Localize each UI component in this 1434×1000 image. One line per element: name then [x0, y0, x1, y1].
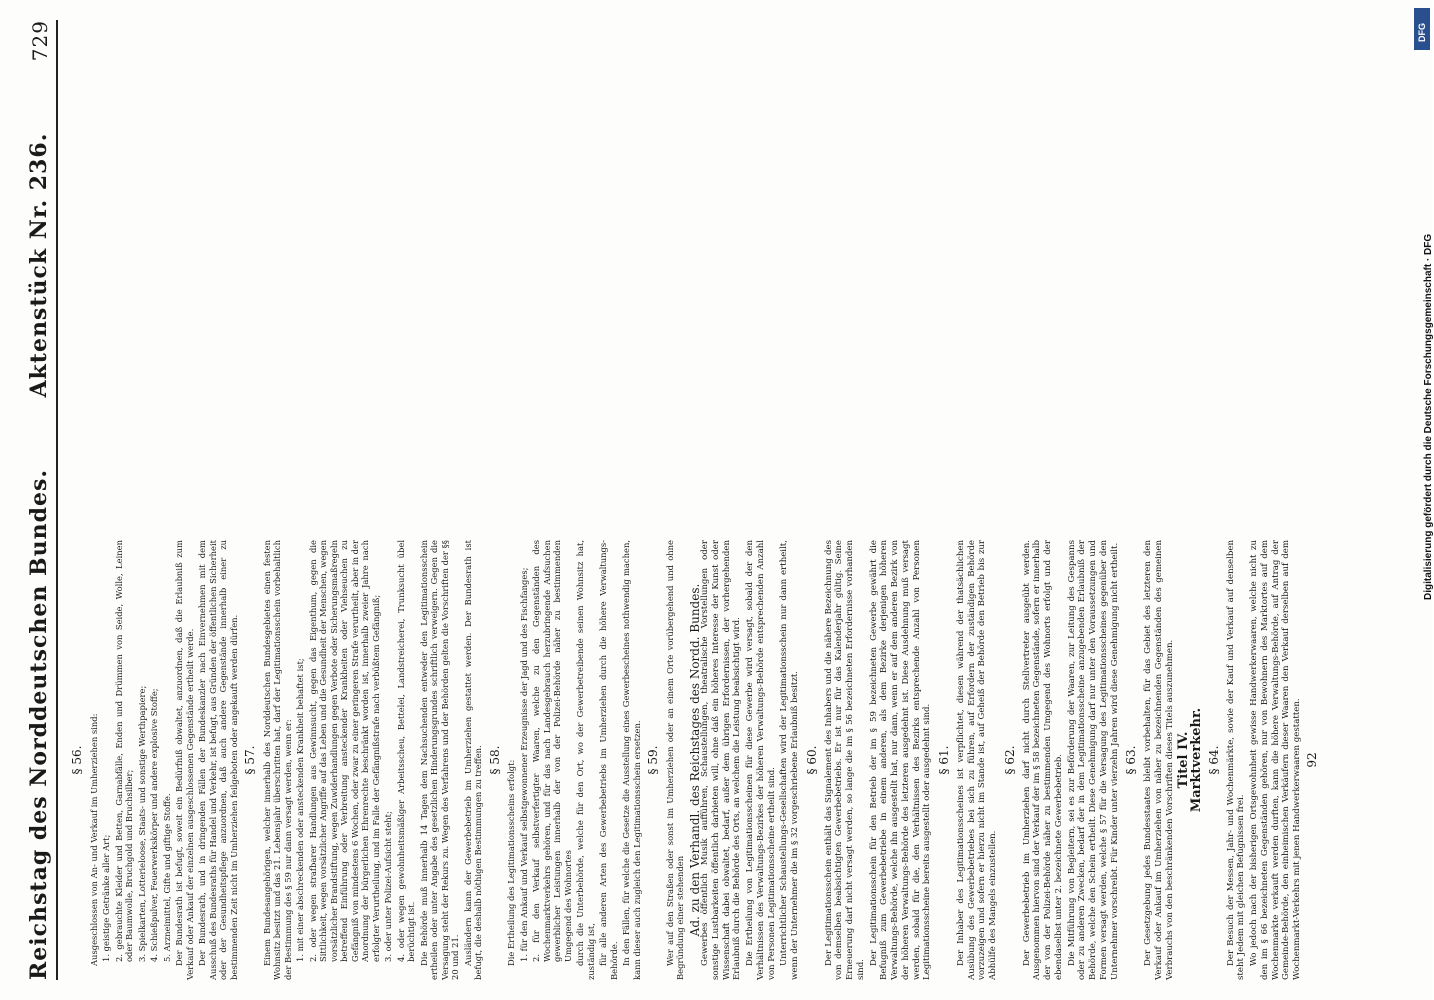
section-heading: § 62. — [1002, 745, 1017, 775]
paragraph: Die Mitführung von Begleitern, sei es zur Beförderung der Waaren, zur Leitung des Gespanns oder zu anderen Zwecken, bedarf der in dem Legitimationsscheine anzugebenden Erlaubniß der Behörde, welche den Schein ertheilt. Diese Genehmigung darf nur unter den Voraussetzungen und Formen versagt werden, welche § 57 für die Versagung des Legitimationsscheines gegenüber den Unternehmer vorschreibt. Für Kinder unter vierzehn Jahren wird diese Genehmigung nicht ertheilt. — [1066, 540, 1120, 980]
paragraph: Die Ertheilung des Legitimationsscheins erfolgt: — [506, 759, 516, 966]
section-heading: § 63. — [1124, 745, 1139, 775]
page-footer-number: 92 — [1304, 752, 1319, 768]
paragraph: Der Gewerbebetrieb im Umherziehen darf nicht durch Stellvertreter ausgeübt werden. Ausgenommen hiervon sind der Verkauf der im § 58 bezeichneten Gegenstände, sofern er innerhalb der von der Polizei-Behörde näher zu bestimmenden Umgegend des Wohnorts erfolgt und der ebendaselbst unter 2. bezeichnete Gewerbebetrieb. — [1021, 540, 1064, 980]
paragraph: Wo jedoch nach der bisherigen Ortsgewohnheit gewisse Handwerkerwaaren, welche nicht zu den im § 66 bezeichneten Gegenständen gehören, nur von Bewohnern des Marktortes auf dem Wochenmarkte verkauft werden durften, kann die höhere Verwaltungs-Behörde, auf Antrag der Gemeinde-Behörde, den einheimischen Verkäufern dieser Waaren den Verkauf derselben auf dem Wochenmarkt-Verkehrs mit jenen Handwerkerwaaren gestatten. — [1249, 540, 1302, 980]
dfg-badge-text: DFG — [1417, 23, 1427, 42]
list-item: 5. Arzneimittel, Gifte und giftige Stoffe. — [161, 793, 172, 962]
list-item: 1. für den Ankauf und Verkauf selbstgewonnener Erzeugnisse der Jagd und des Fischfanges; — [518, 567, 529, 962]
section-heading: § 56. — [70, 745, 84, 775]
paragraph: Der Bundesrath, und in dringenden Fällen der Bundeskanzler nach Einvernehmen mit dem Ausschuß des Bundesraths für Handel und Verkehr, ist befugt, aus Gründen der öffentlichen Sicherheit oder der Gesundheitspflege anzuordnen, daß auch andere Gegenstände innerhalb einer zu bestimmenden Zeit nicht im Umherziehen feilgeboten oder angekauft werden dürfen. — [197, 540, 239, 980]
paragraph: Wer auf den Straßen oder sonst im Umherziehen oder an einem Orte vorübergehend und ohne Begründung einer stehenden — [664, 540, 685, 980]
paragraph: Der Legitimationsschein für den Betrieb der im § 59 bezeichneten Gewerbe gewährt die Befugniß zum Gewerbebetriebe in einem anderen, als dem Bezirke derjenigen höheren Verwaltungs-Behörde, welche ihn ausgestellt hat, nur dann, wenn er auf dem anderen Bezirk von der höheren Verwaltungs-Behörde des letzteren ausgedehnt ist. Diese Ausdehnung muß versagt werden, sobald für die, den Verhältnissen des Bezirks entsprechende Anzahl von Personen Legitimationsscheine bereits ausgestellt oder ausgedehnt sind. — [868, 540, 933, 980]
left-column — [66, 540, 706, 980]
paragraph: Der Inhaber des Legitimationsscheines ist verpflichtet, diesen während der thatsächlichen Ausübung des Gewerbebetriebes bei sich zu führen, auf Erfordern der zuständigen Behörde vorzuzeigen und sofern er hierzu nicht im Stande ist, auf Geheiß der Behörde den Betrieb bis zur Abhülfe des Mangels einzustellen. — [955, 540, 998, 980]
paragraph: Ausgeschlossen von An- und Verkauf im Umherziehen sind: — [88, 713, 99, 966]
running-head-center: Aktenstück Nr. 236. — [26, 132, 52, 398]
paragraph: Der Gesetzgebung jedes Bundesstaates bleibt vorbehalten, für das Gebiet des letzteren den Verkauf oder Ankauf im Umherziehen von näher zu bezeichnenden Gegenständen des gemeinen Verbrauchs von den beschränkenden Vorschriften dieses Titels auszunehmen. — [1143, 540, 1175, 980]
list-item: 2. gebrauchte Kleider und Betten, Garnabfälle, Enden und Drümmen von Seide, Wolle, Leinen oder Baumwolle, Bruchgold und Bruchsilber; — [113, 540, 134, 962]
section-heading: § 58. — [487, 745, 502, 775]
running-head-left: Reichstag des Norddeutschen Bundes. — [26, 468, 52, 980]
section-heading: § 64. — [1206, 745, 1221, 775]
paragraph: Einem Bundesangehörigen, welcher innerhalb des Norddeutschen Bundesgebietes einen festen Wohnsitz besitzt und das 21. Lebensjahr überschritten hat, darf der Legitimationsschein vorbehaltlich der Bestimmung des § 59 nur dann versagt werden, wenn er: — [261, 540, 293, 980]
paragraph: Der Besuch der Messen, Jahr- und Wochenmärkte, sowie der Kauf und Verkauf auf denselben steht Jedem mit gleichen Befugnissen frei. — [1225, 540, 1247, 980]
paragraph: Unterrichtlicher Schaustellungs-Gesellschaften wird der Legitimationsschein nur dann ertheilt, wenn der Unternehmer die im § 32 vorgeschriebene Erlaubniß besitzt. — [779, 540, 800, 980]
page-number: 729 — [28, 20, 52, 62]
paragraph: Gewerbes öffentlich Musik aufführen, Schaustellungen, theatralische Vorstellungen oder sonstige Lustbarkeiten öffentlich darbieten will, ohne daß ein höheres Interesse der Kunst oder Wissenschaft dabei obwaltet, bedarf, außer dem übrigen Erfordernissen, der vorhergehenden Erlaubniß durch die Behörde des Orts, an welchem die Leistung beabsichtigt wird. — [700, 540, 743, 980]
paragraph: Der Bundesrath ist befugt, soweit ein Bedürfniß obwaltet, anzuordnen, daß die Erlaubniß zum Verkauf oder Ankauf der einzelnen ausgeschlossenen Gegenstände ertheilt werde. — [174, 540, 195, 980]
list-item: 1. mit einer abschreckenden oder ansteckenden Krankheit behaftet ist; — [295, 658, 305, 962]
digitization-note — [1414, 0, 1432, 1000]
list-item: 3. oder unter Polizei-Aufsicht steht; — [383, 811, 393, 962]
section-heading: § 60. — [804, 745, 819, 775]
paragraph: für alle anderen Arten des Gewerbebetriebs im Umherziehen durch die höhere Verwaltungs-Behörde. — [598, 540, 619, 980]
header-rule — [56, 20, 58, 980]
paragraph: In den Fällen, für welche die Gesetze die Ausstellung eines Gewerbescheines nothwendig machen, kann dieser auch zugleich den Legitimationsschein ersetzen. — [621, 540, 642, 980]
list-item: 3. Spielkarten, Lotterieloose, Staats- und sonstige Werthpapiere; — [136, 685, 147, 962]
list-item: 1. geistige Getränke aller Art; — [101, 834, 111, 962]
list-item: 2. oder wegen strafbarer Handlungen aus Gewinnsucht, gegen das Eigenthum, gegen die Sittlichkeit, wegen vorsätzlicher Angriffe auf das Leben und die Gesundheit der Menschen, wegen vorsätzlicher Brandstiftung, wegen Zuwiderhandlungen gegen Verbote oder Sicherungsmaßregeln betreffend Einführung oder Verbreitung ansteckender Krankheiten oder Viehseuchen zu Gefängniß von mindestens 6 Wochen, oder zwar zu einer geringeren Strafe verurtheilt, aber in der Anordnung der bürgerlichen Ehrenrechte beschränkt worden ist, innerhalb zweier Jahre nach erfolgter Verurtheilung, und im Falle der Gefängnißstrafe nach verbüßtem Gefängniß; — [307, 540, 381, 962]
paragraph: Die Ertheilung von Legitimationsscheinen für diese Gewerbe wird versagt, sobald der den Verhältnissen des Verwaltungs-Bezirkes der höheren Verwaltungs-Behörde entsprechenden Anzahl von Personen Legitimationsscheine ertheilt sind. — [745, 540, 777, 980]
paragraph: durch die Unterbehörde, welche für den Ort, wo der Gewerbetreibende seinen Wohnsitz hat, zuständig ist, — [575, 540, 596, 980]
title-heading: Titel IV. — [1176, 731, 1192, 789]
right-column — [700, 540, 1320, 980]
paragraph: Die Behörde muß innerhalb 14 Tagen dem Nachsuchenden entweder den Legitimationsschein ertheilen oder unter Angabe des gesetzlichen Hinderungsgrundes schriftlich verweigern. Gegen die Versagung steht der Rekurs zu. Wegen des Verfahrens und der Behörden gelten die Vorschriften der §§ 20 und 21. — [418, 540, 460, 980]
section-heading: § 61. — [937, 745, 951, 775]
column-signature: Ad. zu den Verhandl. des Reichstages des Nordd. Bundes. — [687, 583, 702, 937]
list-item: 2. für den Verkauf selbstverfertigter Waaren, welche zu den Gegenständen des Wochenmarktverkehrs gehören, und für das nach Landesgebrauch herzubringende Aufsuchen gewerblicher Leistungen innerhalb der von der Polizei-Behörde näher zu bestimmenden Umgegend des Wohnortes — [531, 540, 573, 962]
paragraph: Der Legitimationsschein enthält das Signalement des Inhabers und die nähere Bezeichnung des von demselben beabsichtigten Gewerbebetriebs. Er ist nur für das Kalenderjahr gültig. Seine Erneuerung darf nicht versagt werden, so lange die im § 56 bezeichneten Erfordernisse vorhanden sind. — [823, 540, 866, 980]
running-head — [8, 20, 52, 980]
section-heading: § 59. — [646, 745, 660, 775]
list-item: 4. Schießpulver, Feuerwerkskörper und andere explosive Stoffe; — [149, 688, 159, 962]
paragraph: Ausländern kann der Gewerbebetrieb im Umherziehen gestattet werden. Der Bundesrath ist befugt, die deshalb nöthigen Bestimmungen zu treffen. — [462, 540, 483, 980]
title-subheading: Marktverkehr. — [1189, 707, 1204, 813]
digitization-note-text: Digitalisierung gefördert durch die Deutsche Forschungsgemeinschaft · DFG — [1423, 233, 1434, 600]
list-item: 4. oder wegen gewohnheitsmäßiger Arbeitsscheu, Bettelei, Landstreicherei, Trunksucht übel berüchtigt ist. — [395, 540, 416, 962]
section-heading: § 57. — [243, 745, 257, 775]
